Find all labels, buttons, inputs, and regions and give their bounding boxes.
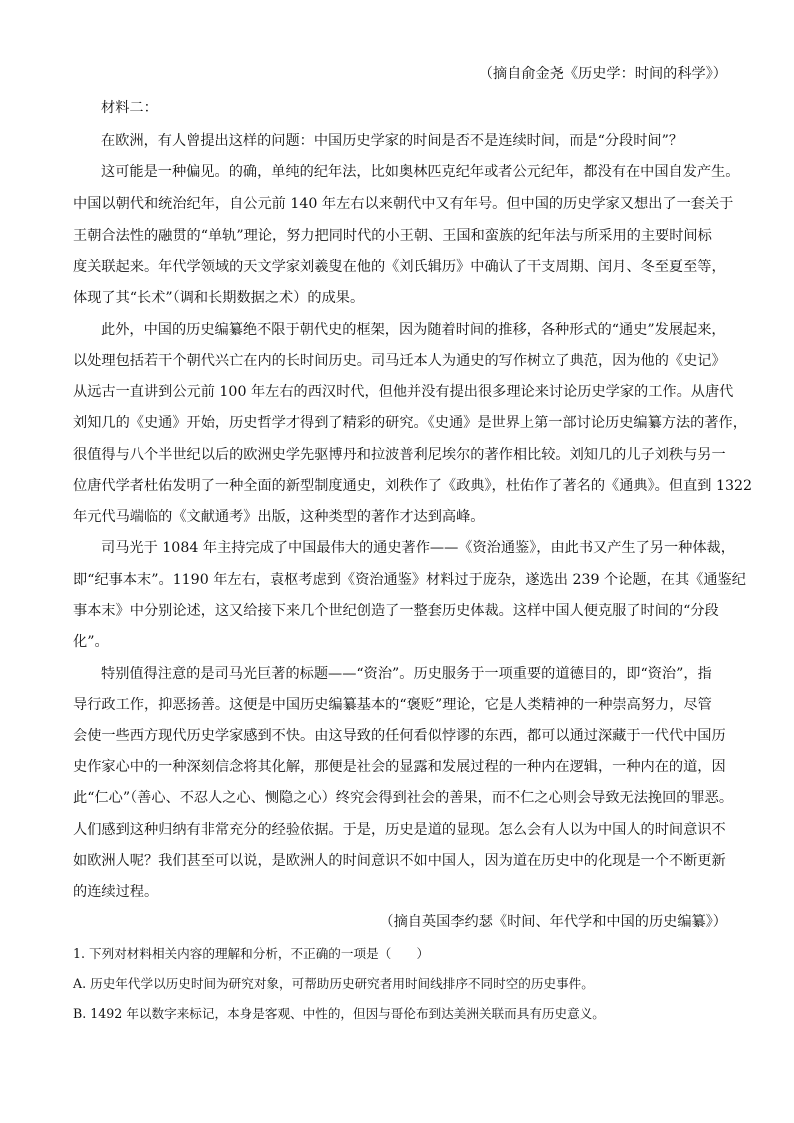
- paragraph-line: 这可能是一种偏见。的确，单纯的纪年法，比如奥林匹克纪年或者公元纪年，都没有在中国自发产生。: [101, 164, 740, 180]
- paragraph-line: 度关联起来。年代学领域的天文学家刘羲叟在他的《刘氏辑历》中确认了干支周期、闰月、冬至夏至等，: [73, 259, 726, 275]
- paragraph-line: 很值得与八个半世纪以后的欧洲史学先驱博丹和拉波普利尼埃尔的著作相比较。刘知几的儿子刘秩与另一: [73, 447, 726, 463]
- paragraph-line: 如欧洲人呢？我们甚至可以说，是欧洲人的时间意识不如中国人，因为道在历史中的化现是一个不断更新: [73, 853, 726, 869]
- paragraph-line: 人们感到这种归纳有非常充分的经验依据。于是，历史是道的显现。怎么会有人以为中国人的时间意识不: [73, 822, 726, 838]
- source-citation-1: （摘自俞金尧《历史学：时间的科学》）: [478, 66, 727, 82]
- paragraph-line: 导行政工作，抑恶扬善。这便是中国历史编纂基本的“褒贬”理论，它是人类精神的一种崇高努力，尽管: [73, 697, 712, 713]
- material-label: 材料二：: [101, 100, 158, 116]
- source-citation-2: （摘自英国李约瑟《时间、年代学和中国的历史编纂》）: [379, 914, 727, 930]
- paragraph-line: 在欧洲，有人曾提出这样的问题：中国历史学家的时间是否不是连续时间，而是“分段时间”？: [101, 133, 684, 149]
- paragraph-line: 王朝合法性的融贯的“单轨”理论，努力把同时代的小王朝、王国和蛮族的纪年法与所采用的主要时间标: [73, 228, 712, 244]
- paragraph-line: 特别值得注意的是司马光巨著的标题——“资治”。历史服务于一项重要的道德目的，即“资治”，指: [101, 666, 712, 682]
- paragraph-line: 位唐代学者杜佑发明了一种全面的新型制度通史，刘秩作了《政典》，杜佑作了著名的《通典》。但直到 1322: [73, 478, 753, 494]
- paragraph-line: 司马光于 1084 年主持完成了中国最伟大的通史著作——《资治通鉴》，由此书又产生了另一种体裁，: [101, 540, 735, 556]
- option-b: B. 1492 年以数字来标记，本身是客观、中性的，但因与哥伦布到达美洲关联而具有历史意义。: [73, 1006, 605, 1021]
- paragraph-line: 中国以朝代和统治纪年，自公元前 140 年左右以来朝代中又有年号。但中国的历史学家又想出了一套关于: [73, 196, 734, 212]
- paragraph-line: 即“纪事本末”。1190 年左右，袁枢考虑到《资治通鉴》材料过于庞杂，遂选出 239 个论题，在其《通鉴纪: [73, 572, 746, 588]
- paragraph-line: 以处理包括若干个朝代兴亡在内的长时间历史。司马迁本人为通史的写作树立了典范，因为他的《史记》: [73, 353, 726, 369]
- paragraph-line: 从远古一直讲到公元前 100 年左右的西汉时代，但他并没有提出很多理论来讨论历史学家的工作。从唐代: [73, 384, 734, 400]
- paragraph-line: 事本末》中分别论述，这又给接下来几个世纪创造了一整套历史体裁。这样中国人便克服了时间的“分段: [73, 603, 719, 619]
- option-a: A. 历史年代学以历史时间为研究对象，可帮助历史研究者用时间线排序不同时空的历史事件。: [73, 976, 594, 991]
- paragraph-line: 刘知几的《史通》开始，历史哲学才得到了精彩的研究。《史通》是世界上第一部讨论历史编纂方法的著作，: [73, 415, 747, 431]
- paragraph-line: 史作家心中的一种深刻信念将其化解，那便是社会的显露和发展过程的一种内在逻辑，一种内在的道，因: [73, 759, 726, 775]
- paragraph-line: 年元代马端临的《文献通考》出版，这种类型的著作才达到高峰。: [73, 509, 485, 525]
- paragraph-line: 体现了其“长术”（调和长期数据之术）的成果。: [73, 290, 365, 306]
- paragraph-line: 此“仁心”（善心、不忍人之心、恻隐之心）终究会得到社会的善果，而不仁之心则会导致无法挽回的罪恶。: [73, 790, 734, 806]
- paragraph-line: 会使一些西方现代历史学家感到不快。由这导致的任何看似悖谬的东西，都可以通过深藏于一代代中国历: [73, 728, 726, 744]
- paragraph-line: 化”。: [73, 634, 109, 650]
- paragraph-line: 此外，中国的历史编纂绝不限于朝代史的框架，因为随着时间的推移，各种形式的“通史”发展起来，: [101, 322, 726, 338]
- question-stem: 1. 下列对材料相关内容的理解和分析，不正确的一项是（ ）: [73, 946, 430, 961]
- paragraph-line: 的连续过程。: [73, 884, 159, 900]
